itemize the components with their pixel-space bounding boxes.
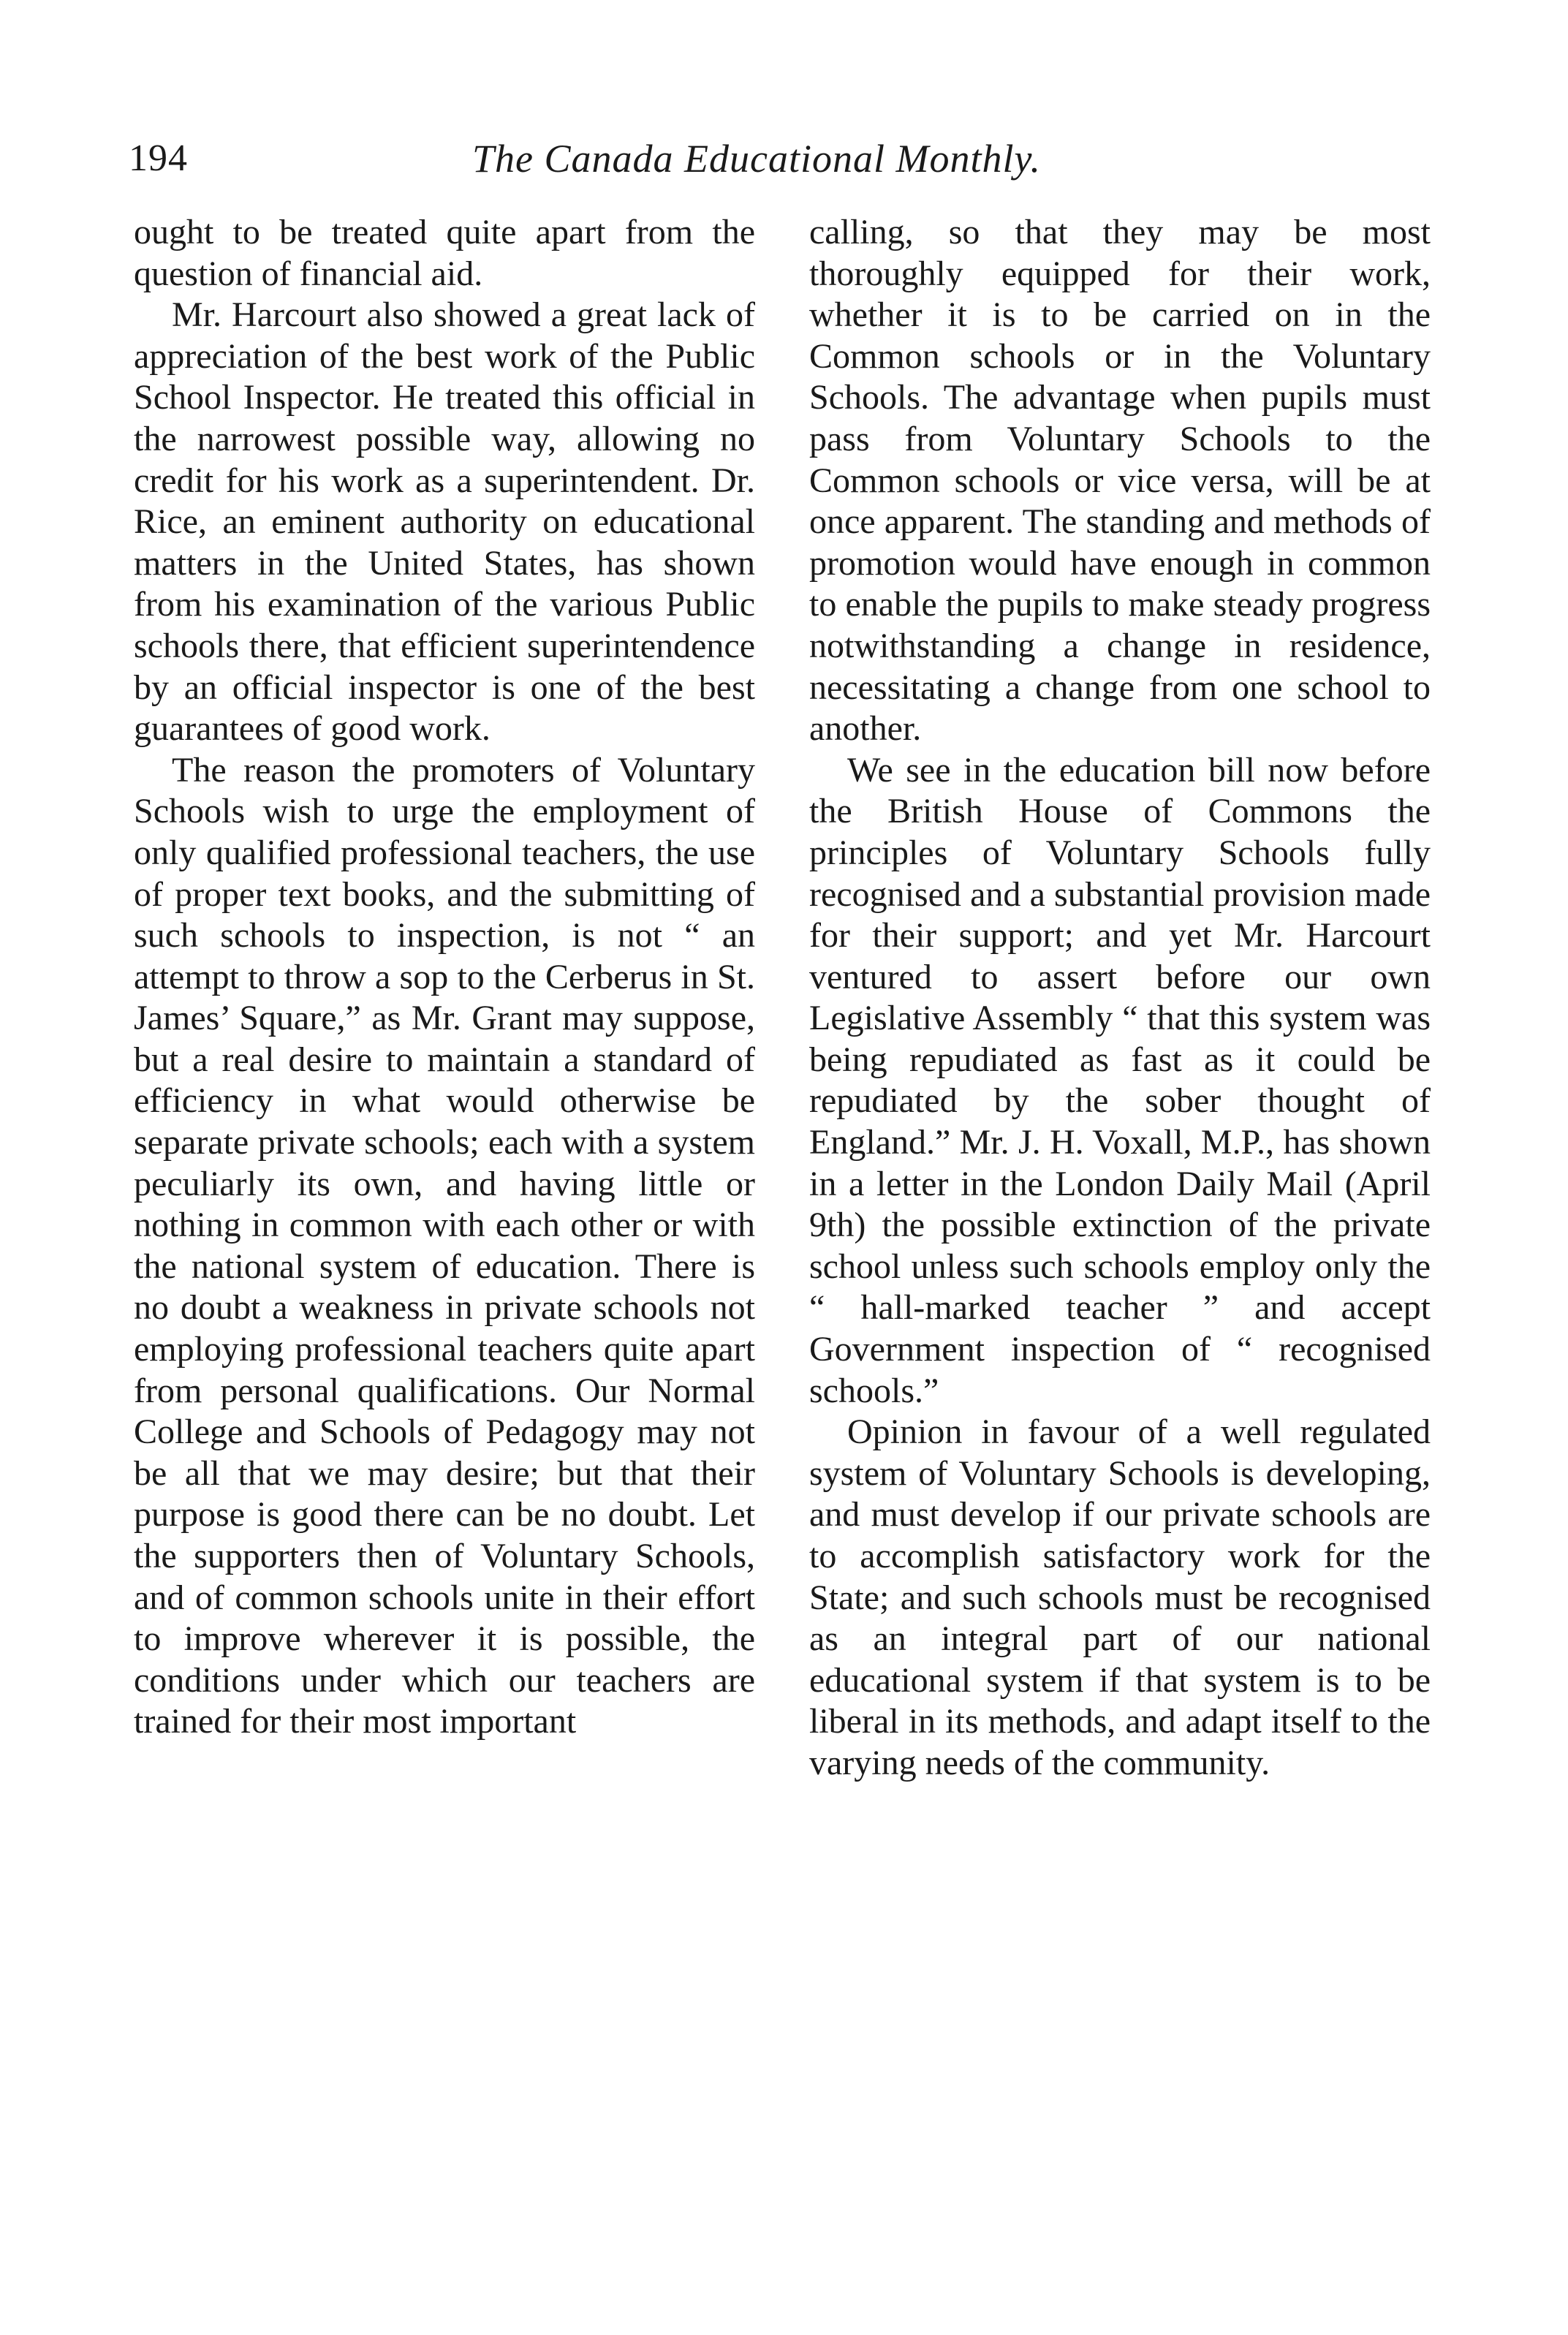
paragraph: We see in the education bill now before the British House of Commons the principles of Voluntary Schools fully recognised and a substantial provision made for their support; and yet Mr. Harcourt ventured to assert before our own Legislative Assembly “ that this system was being repudiated as fast as it could be repudiated by the sober thought of England.” Mr. J. H. Voxall, M.P., has shown in a letter in the London Daily Mail (April 9th) the possible extinction of the private school unless such schools employ only the “ hall-marked teacher ” and accept Government inspection of “ recognised schools.”	[809, 750, 1431, 1410]
page-header	[129, 126, 1437, 192]
right-column	[809, 212, 1431, 1785]
running-title: The Canada Educational Monthly.	[472, 137, 1041, 181]
paragraph: Mr. Harcourt also showed a great lack of appreciation of the best work of the Public School Inspector. He treated this official in the narrowest possible way, allowing no credit for his work as a superintendent. Dr. Rice, an eminent authority on educational matters in the United States, has shown from his examination of the various Public schools there, that efficient superintendence by an official inspector is one of the best guarantees of good work.	[134, 295, 755, 749]
page-number: 194	[129, 137, 188, 179]
paragraph: calling, so that they may be most thoroughly equipped for their work, whether it is to be carried on in the Common schools or in the Voluntary Schools. The advantage when pupils must pass from Voluntary Schools to the Common schools or vice versa, will be at once apparent. The standing and methods of promotion would have enough in common to enable the pupils to make steady progress notwithstanding a change in residence, necessitating a change from one school to another.	[809, 213, 1431, 749]
paragraph: Opinion in favour of a well regulated system of Voluntary Schools is developing, and must develop if our private schools are to accomplish satisfactory work for the State; and such schools must be recognised as an integral part of our national educational system if that system is to be liberal in its methods, and adapt itself to the varying needs of the community.	[809, 1412, 1431, 1782]
paragraph: ought to be treated quite apart from the question of financial aid.	[134, 213, 755, 293]
paragraph: The reason the promoters of Voluntary Schools wish to urge the employment of only qualified professional teachers, the use of proper text books, and the submitting of such schools to inspection, is not “ an attempt to throw a sop to the Cerberus in St. James’ Square,” as Mr. Grant may suppose, but a real desire to maintain a standard of efficiency in what would otherwise be separate private schools; each with a system peculiarly its own, and having little or nothing in common with each other or with the national system of education. There is no doubt a weakness in private schools not employing professional teachers quite apart from personal qualifications. Our Normal College and Schools of Pedagogy may not be all that we may desire; but that their purpose is good there can be no doubt. Let the supporters then of Voluntary Schools, and of common schools unite in their effort to improve wherever it is possible, the conditions under which our teachers are trained for their most important	[134, 750, 755, 1741]
left-column	[134, 212, 755, 1743]
